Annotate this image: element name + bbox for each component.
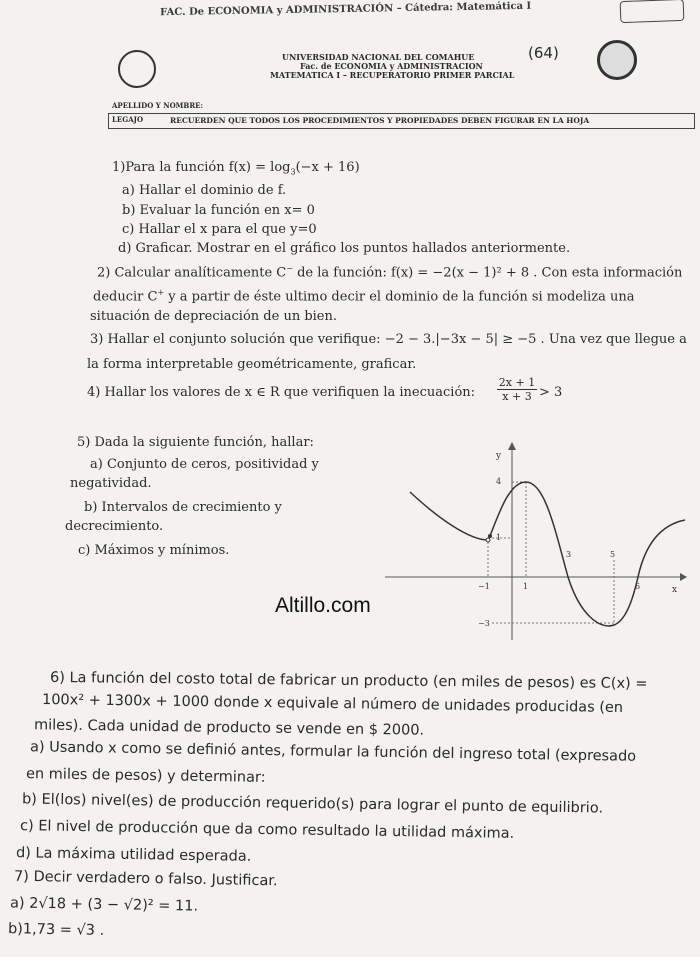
q7-stem: 7) Decir verdadero o falso. Justificar. [13, 868, 278, 890]
faculty-name: Fac. de ECONOMIA y ADMINISTRACION [300, 61, 483, 71]
q4-denominator: x + 3 [502, 390, 532, 403]
q6-line2: 100x² + 1300x + 1000 donde x equivale al número de unidades producidas (en [41, 691, 624, 717]
q4-tail: > 3 [539, 385, 563, 400]
exam-title: MATEMATICA I – RECUPERATORIO PRIMER PARCIAL [270, 70, 515, 80]
q5-b2: decrecimiento. [65, 519, 164, 534]
tick-xm1: −1 [478, 582, 490, 591]
q5-b1: b) Intervalos de crecimiento y [84, 500, 282, 515]
q7-a: a) 2√18 + (3 − √2)² = 11. [9, 895, 199, 915]
tick-y4: 4 [496, 477, 502, 486]
y-axis-label: y [496, 451, 502, 461]
tick-x3: 3 [566, 550, 572, 559]
q1-a: a) Hallar el dominio de f. [122, 183, 287, 198]
q2-line3: situación de depreciación de un bien. [90, 309, 337, 324]
q3-line2: la forma interpretable geométricamente, graficar. [87, 357, 417, 372]
tick-ym3: −3 [478, 619, 490, 628]
q2-line1: 2) Calcular analíticamente C− de la función: f(x) = −2(x − 1)² + 8 . Con esta información [97, 264, 683, 281]
q1-stem: 1)Para la función $f(x) = \log_3(-x + 16)$ [112, 160, 360, 177]
q4-text: 4) Hallar los valores de x ∈ R que verifiquen la inecuación: [87, 385, 476, 400]
closed-point [488, 534, 492, 538]
x-axis-arrow-icon [680, 573, 687, 581]
university-name: UNIVERSIDAD NACIONAL DEL COMAHUE [282, 52, 475, 62]
faculty-header-line: FAC. De ECONOMIA y ADMINISTRACIÓN – Cátedra: Matemática I [159, 0, 532, 19]
tick-x5: 5 [610, 550, 616, 559]
q6-d: d) La máxima utilidad esperada. [15, 845, 252, 865]
tick-x6: 6 [635, 582, 641, 591]
reminder-text: RECUERDEN QUE TODOS LOS PROCEDIMIENTOS Y PROPIEDADES DEBEN FIGURAR EN LA HOJA [170, 116, 590, 125]
grade-mark: (64) [528, 44, 559, 62]
university-logo-icon [118, 50, 156, 88]
function-curve [410, 482, 685, 626]
tick-x1: 1 [523, 582, 529, 591]
q5-a1: a) Conjunto de ceros, positividad y [90, 457, 319, 472]
q1-b: b) Evaluar la función en x= 0 [122, 203, 315, 218]
q4-fraction [497, 376, 537, 403]
q6-line3: miles). Cada unidad de producto se vende en $ 2000. [33, 717, 425, 739]
q7-b: b)1,73 = √3 . [7, 921, 105, 939]
q6-c: c) El nivel de producción que da como resultado la utilidad máxima. [19, 818, 515, 842]
q6-line1: 6) La función del costo total de fabricar un producto (en miles de pesos) es C(x) = [49, 669, 648, 693]
tick-y1: 1 [496, 533, 502, 542]
q2-line2: deducir C+ y a partir de éste ultimo decir el dominio de la función si modeliza una [93, 288, 635, 305]
name-label: APELLIDO Y NOMBRE: [112, 101, 204, 110]
function-graph [380, 440, 690, 645]
q4-numerator: 2x + 1 [498, 376, 536, 389]
q1-c: c) Hallar el x para el que y=0 [122, 222, 317, 237]
q6-a2: en miles de pesos) y determinar: [25, 766, 266, 786]
open-point [486, 538, 490, 542]
y-axis-arrow-icon [508, 442, 516, 450]
watermark: Altillo.com [275, 594, 371, 617]
q1-d: d) Graficar. Mostrar en el gráfico los puntos hallados anteriormente. [118, 241, 571, 256]
q3-line1: 3) Hallar el conjunto solución que verifique: −2 − 3.|−3x − 5| ≥ −5 . Una vez que llegue a [90, 332, 687, 347]
faculty-logo-icon [597, 40, 637, 80]
x-axis-label: x [672, 585, 678, 595]
q5-a2: negatividad. [70, 476, 152, 491]
q5-c: c) Máximos y mínimos. [78, 543, 230, 558]
q6-b: b) El(los) nivel(es) de producción requerido(s) para lograr el punto de equilibrio. [21, 791, 604, 817]
q6-a1: a) Usando x como se definió antes, formular la función del ingreso total (expresado [29, 739, 637, 765]
q5-stem: 5) Dada la siguiente función, hallar: [77, 435, 314, 450]
stamp [620, 0, 685, 23]
legajo-label: LEGAJO [112, 115, 144, 124]
